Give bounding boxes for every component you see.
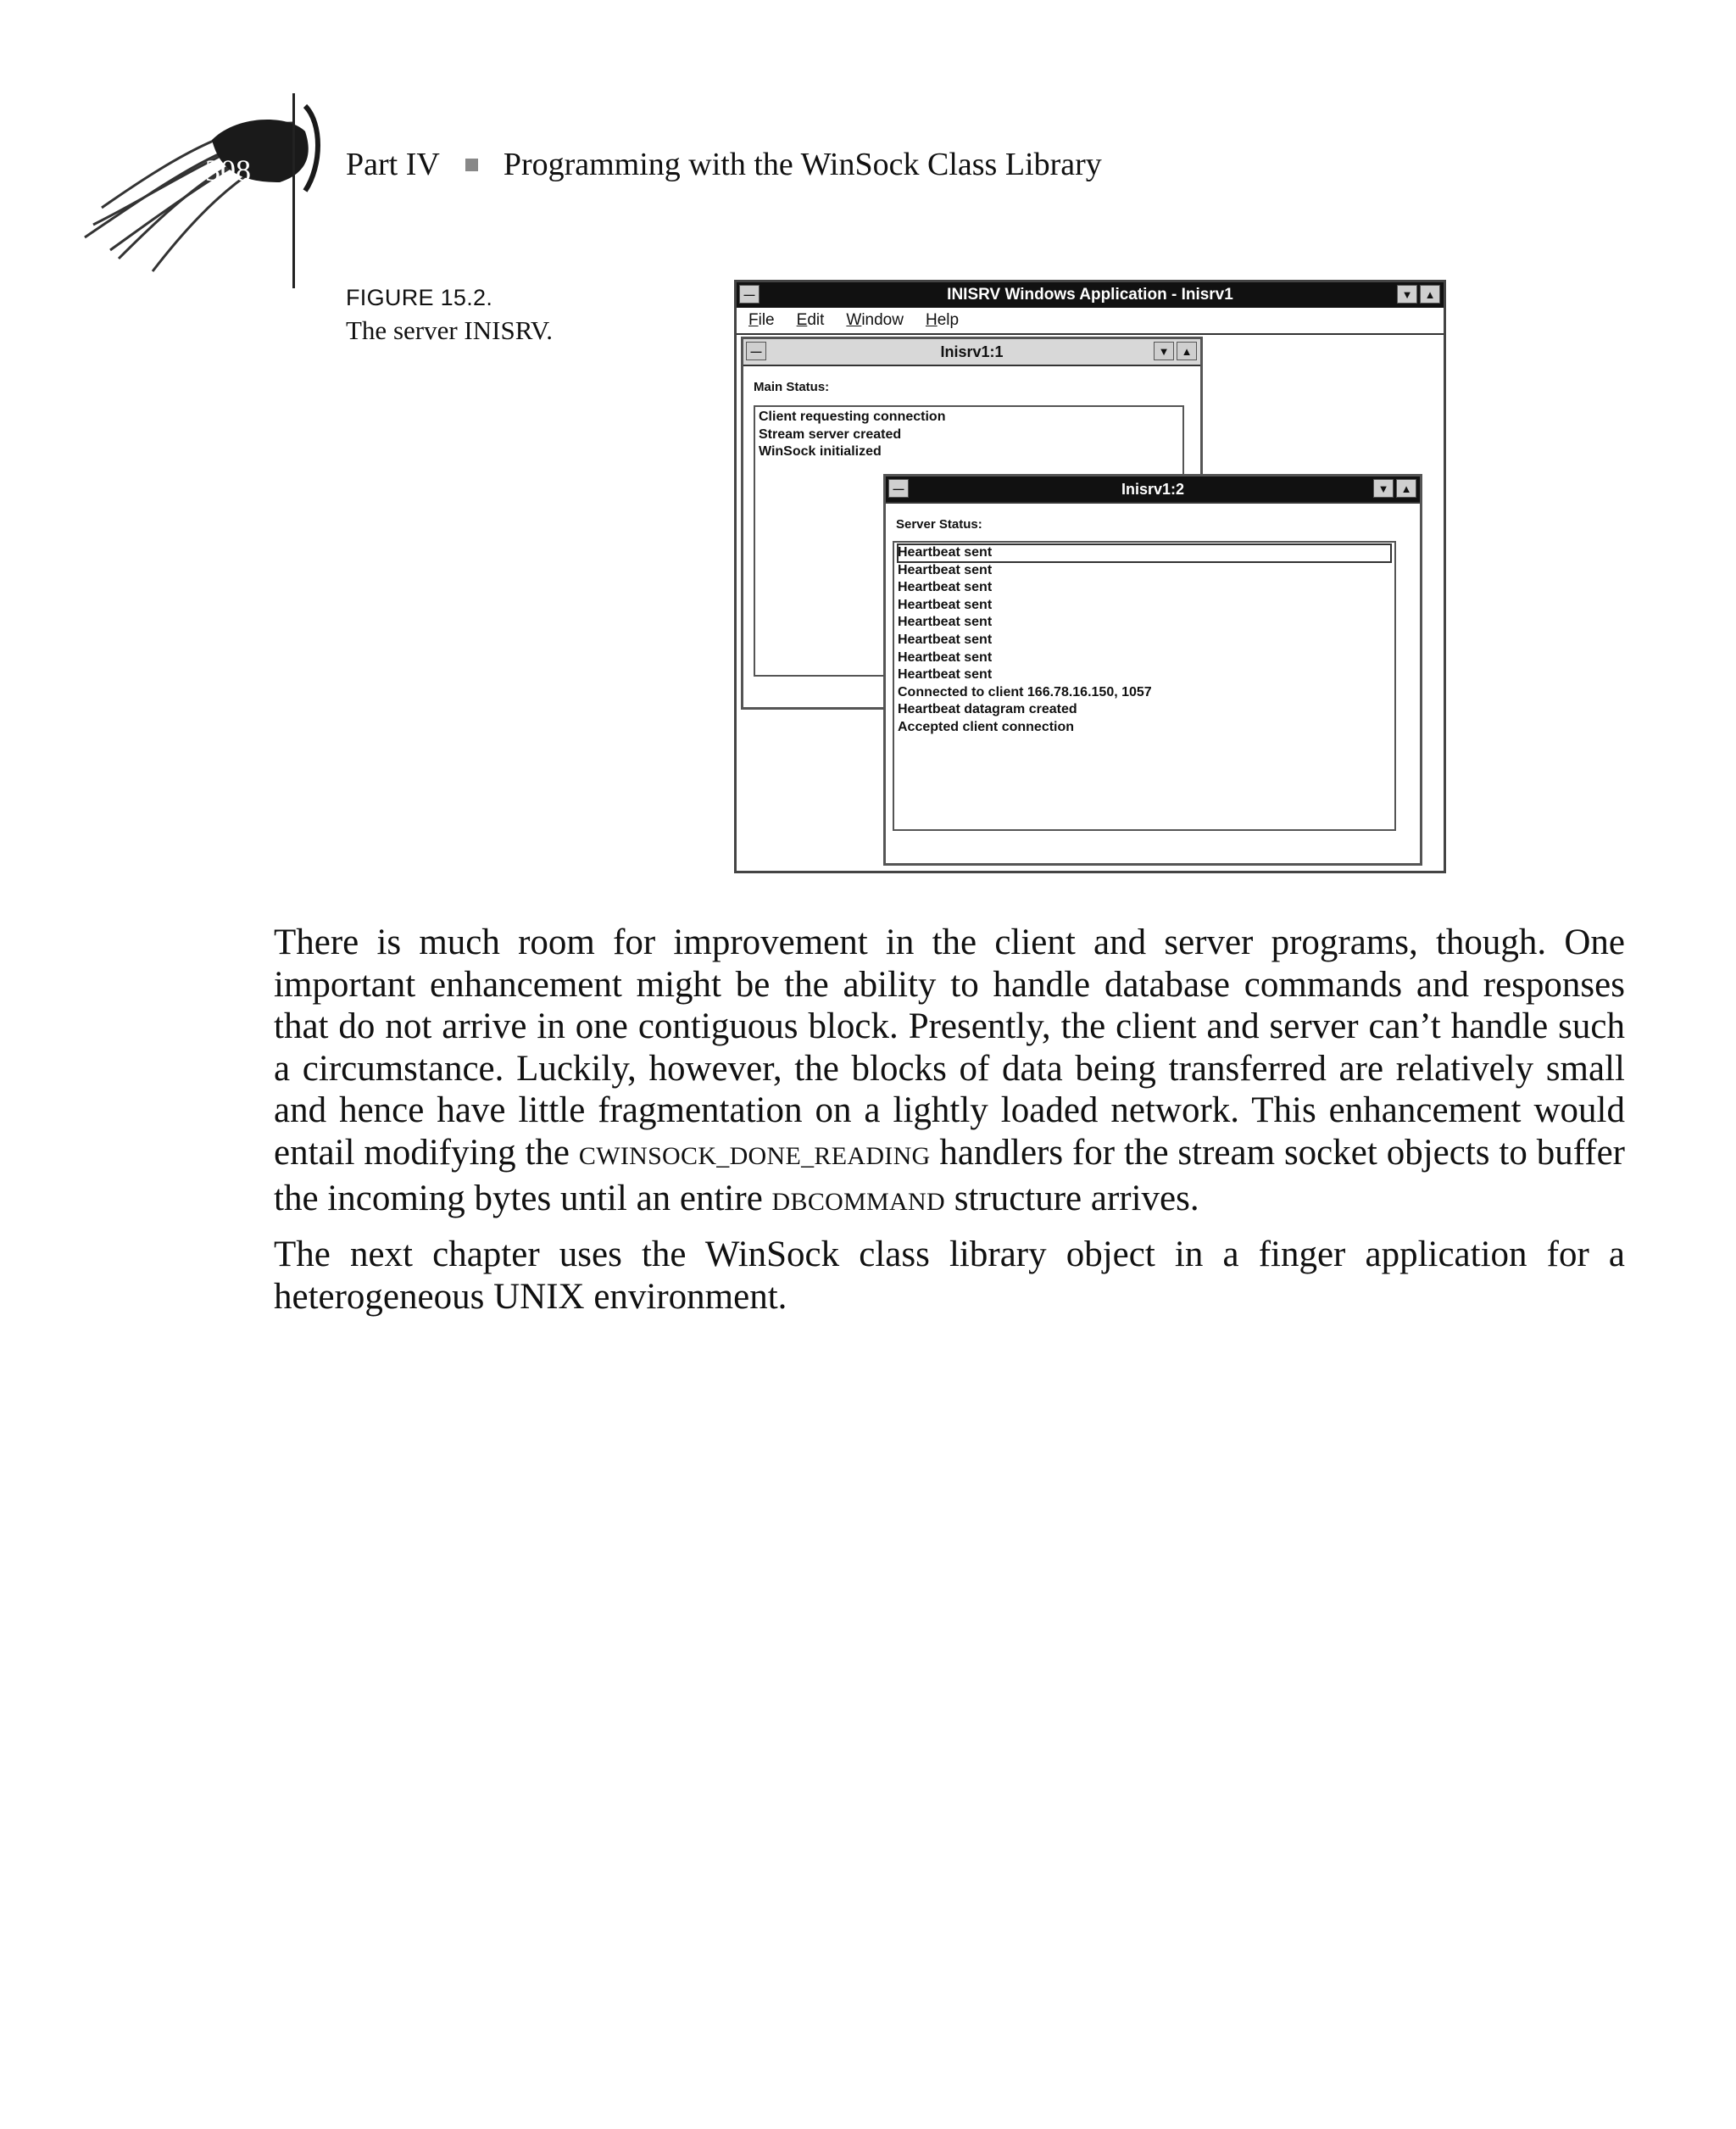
menu-edit[interactable]: Edit [796, 311, 825, 329]
list-item[interactable]: Heartbeat sent [898, 597, 993, 612]
header-vertical-rule [292, 93, 295, 288]
child1-minimize-icon[interactable]: ▼ [1154, 342, 1174, 360]
list-item[interactable]: Heartbeat sent [898, 562, 993, 577]
chapter-part-title: Programming with the WinSock Class Library [503, 147, 1102, 182]
child1-titlebar[interactable] [743, 339, 1200, 366]
child2-title: Inisrv1:2 [1121, 480, 1185, 498]
list-item[interactable]: Heartbeat sent [898, 632, 993, 647]
code-dbcommand: DBCOMMAND [771, 1187, 945, 1216]
minimize-icon[interactable]: ▼ [1397, 285, 1417, 304]
figure-label: FIGURE 15.2. [346, 285, 493, 310]
menubar [737, 308, 1444, 335]
child1-system-menu-icon[interactable]: — [746, 342, 766, 360]
body-paragraph-2: The next chapter uses the WinSock class library object in a finger application for a heterogeneous UNIX environment. [274, 1234, 1625, 1317]
list-item[interactable]: Heartbeat sent [898, 615, 993, 630]
list-item[interactable]: Client requesting connection [759, 410, 946, 424]
part-label: Part IV [346, 147, 440, 182]
running-head [346, 146, 1102, 183]
code-cwinsock-done-reading: CWINSOCK_DONE_READING [578, 1141, 931, 1170]
child1-maximize-icon[interactable]: ▲ [1177, 342, 1197, 360]
server-status-label: Server Status: [896, 517, 982, 532]
menu-help[interactable]: Help [925, 311, 960, 329]
child2-minimize-icon[interactable]: ▼ [1373, 479, 1394, 498]
child1-title: Inisrv1:1 [940, 343, 1004, 360]
child2-maximize-icon[interactable]: ▲ [1396, 479, 1416, 498]
p1-text-b: handlers for the stream socket objects to buffer the incoming bytes until an entire [274, 1132, 1625, 1218]
menu-window[interactable]: Window [846, 311, 904, 329]
body-paragraph-1 [274, 922, 1625, 1223]
list-item[interactable]: Connected to client 166.78.16.150, 1057 [898, 684, 1152, 699]
child2-titlebar[interactable] [886, 477, 1420, 504]
app-title: INISRV Windows Application - Inisrv1 [947, 286, 1233, 304]
app-titlebar[interactable] [737, 282, 1444, 308]
list-item[interactable]: WinSock initialized [759, 444, 882, 460]
list-item[interactable]: Accepted client connection [898, 719, 1075, 734]
list-item[interactable]: Heartbeat datagram created [898, 702, 1077, 717]
page-number: 308 [205, 153, 251, 187]
figure-caption: The server INISRV. [346, 315, 554, 345]
list-item[interactable]: Heartbeat sent [898, 649, 993, 665]
bullet-separator [465, 159, 478, 171]
menu-file[interactable]: File [748, 311, 775, 329]
server-status-listbox[interactable] [893, 541, 1396, 831]
maximize-icon[interactable]: ▲ [1420, 285, 1440, 304]
p1-text-a: There is much room for improvement in the client and server programs, though. One important enhancement might be the ability to handle database commands and responses that do not arrive in one contiguous block. Presently, the client and server can’t handle such a circumstance. Luckily, however, the blocks of data being transferred are relatively small and hence have little fragmentation on a lightly loaded network. This enhancement would entail modifying the [274, 922, 1625, 1173]
inisrv-app-window [734, 280, 1446, 873]
child2-system-menu-icon[interactable]: — [888, 479, 909, 498]
list-item[interactable]: Heartbeat sent [898, 667, 993, 683]
list-item[interactable]: Heartbeat sent [898, 544, 1391, 562]
child-window-2[interactable] [883, 474, 1422, 866]
feather-decoration [68, 89, 322, 293]
list-item[interactable]: Heartbeat sent [898, 580, 993, 595]
main-status-label: Main Status: [754, 380, 830, 394]
system-menu-icon[interactable]: — [739, 285, 760, 304]
p1-text-c: structure arrives. [944, 1178, 1199, 1218]
list-item[interactable]: Stream server created [759, 426, 902, 442]
